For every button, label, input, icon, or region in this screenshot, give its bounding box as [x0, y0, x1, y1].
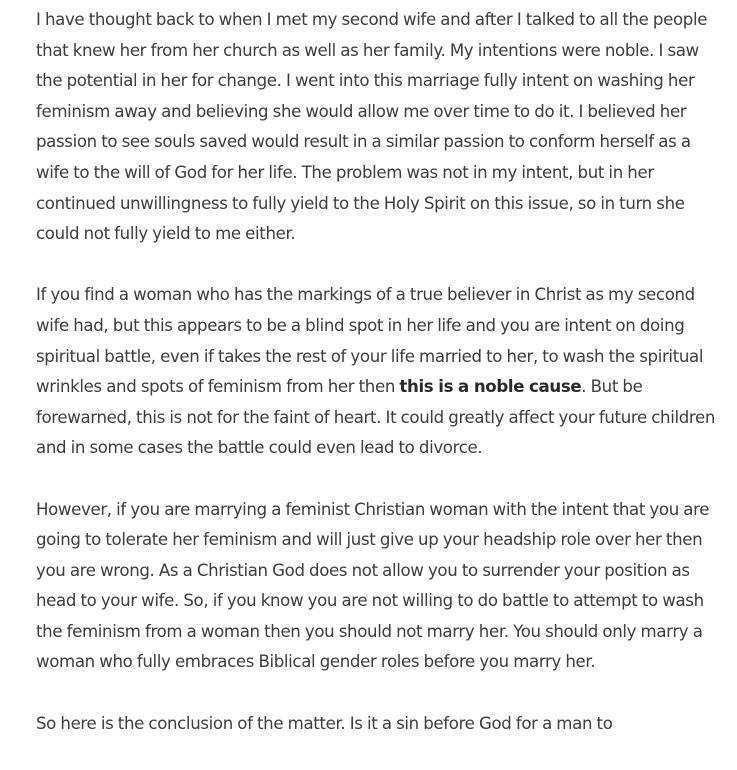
- article-body: [36, 5, 716, 770]
- paragraph-4: So here is the conclusion of the matter. Is it a sin before God for a man to: [36, 713, 613, 733]
- paragraph-2-bold-text: this is a noble cause: [399, 377, 582, 397]
- paragraph-2-text-before: If you find a woman who has the markings of a true believer in Christ as my second wife had, but this appears to be a blind spot in her life and you are intent on doing spiritual battle, even if takes the rest of your life married to her, to wash the spiritual wrinkles and spots of feminism from her then: [36, 285, 704, 397]
- paragraph-1: I have thought back to when I met my second wife and after I talked to all the people that knew her from her church as well as her family. My intentions were noble. I saw the potential in her for change. I went into this marriage fully intent on washing her feminism away and believing she would allow me over time to do it. I believed her passion to see souls saved would result in a similar passion to conform herself as a wife to the will of God for her life. The problem was not in my intent, but in her continued unwillingness to fully yield to the Holy Spirit on this issue, so in turn she could not fully yield to me either.: [36, 10, 708, 244]
- paragraph-2-text-after: . But be forewarned, this is not for the faint of heart. It could greatly affect your future children and in some cases the battle could even lead to divorce.: [36, 377, 716, 458]
- paragraph-2: [36, 280, 716, 464]
- paragraph-3: However, if you are marrying a feminist Christian woman with the intent that you are going to tolerate her feminism and will just give up your headship role over her then you are wrong. As a Christian God does not allow you to surrender your position as head to your wife. So, if you know you are not willing to do battle to attempt to wash the feminism from a woman then you should not marry her. You should only marry a woman who fully embraces Biblical gender roles before you marry her.: [36, 499, 710, 672]
